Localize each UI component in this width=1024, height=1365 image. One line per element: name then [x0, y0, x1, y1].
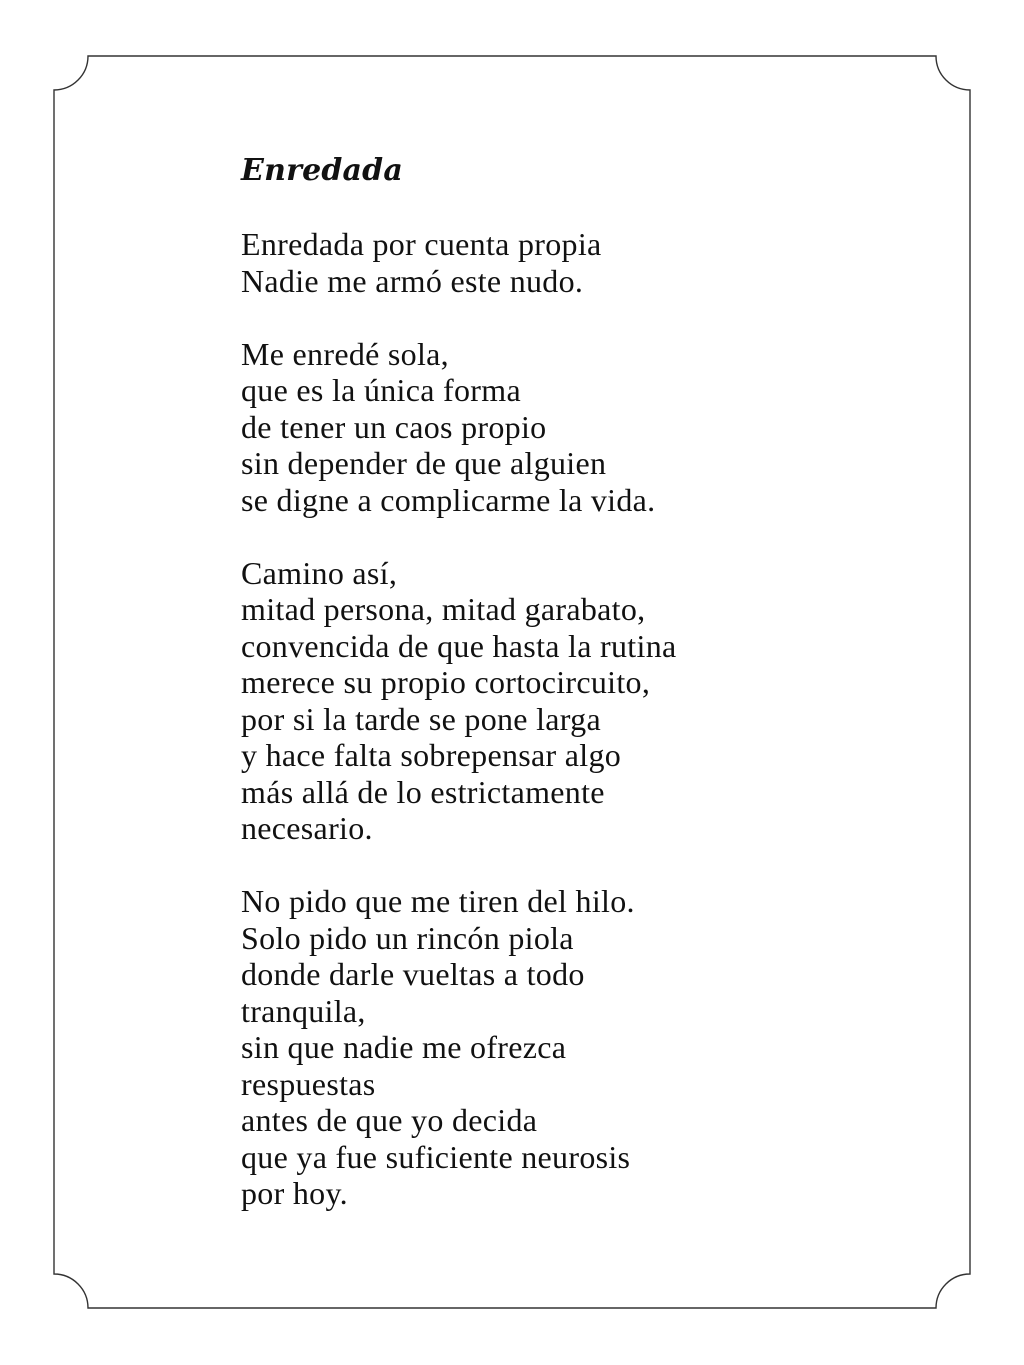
poem-line: por hoy. — [241, 1175, 348, 1211]
poem-line: merece su propio cortocircuito, — [241, 664, 651, 700]
poem-line: antes de que yo decida — [241, 1102, 538, 1138]
poem — [241, 150, 941, 1248]
stanza-3 — [241, 555, 941, 847]
poem-line: Solo pido un rincón piola — [241, 919, 574, 956]
poem-line: por si la tarde se pone larga — [241, 700, 601, 737]
stanza-2 — [241, 336, 941, 519]
poem-line: Me enredé sola, — [241, 335, 449, 372]
poem-line: y hace falta sobrepensar algo — [241, 737, 622, 773]
poem-line: necesario. — [241, 810, 373, 846]
poem-line: se digne a complicarme la vida. — [241, 481, 656, 518]
poem-line: Nadie me armó este nudo. — [241, 262, 584, 299]
stanza-1 — [241, 226, 941, 299]
stanza-4 — [241, 883, 941, 1212]
poem-line: No pido que me tiren del hilo. — [241, 883, 635, 919]
poem-title: Enredada — [241, 153, 404, 188]
poem-line: donde darle vueltas a todo — [241, 956, 585, 992]
poem-line: tranquila, — [241, 992, 366, 1029]
poem-line: respuestas — [241, 1065, 376, 1102]
poem-line: que ya fue suficiente neurosis — [241, 1138, 631, 1175]
poem-line: sin depender de que alguien — [241, 445, 607, 481]
poem-line: convencida de que hasta la rutina — [241, 627, 677, 664]
poem-line: Enredada por cuenta propia — [241, 226, 602, 262]
poem-line: sin que nadie me ofrezca — [241, 1029, 567, 1065]
poem-line: que es la única forma — [241, 372, 521, 408]
poem-line: Camino así, — [241, 554, 398, 591]
poem-line: mitad persona, mitad garabato, — [241, 591, 646, 627]
poem-line: más allá de lo estrictamente — [241, 773, 605, 810]
poem-line: de tener un caos propio — [241, 408, 547, 445]
